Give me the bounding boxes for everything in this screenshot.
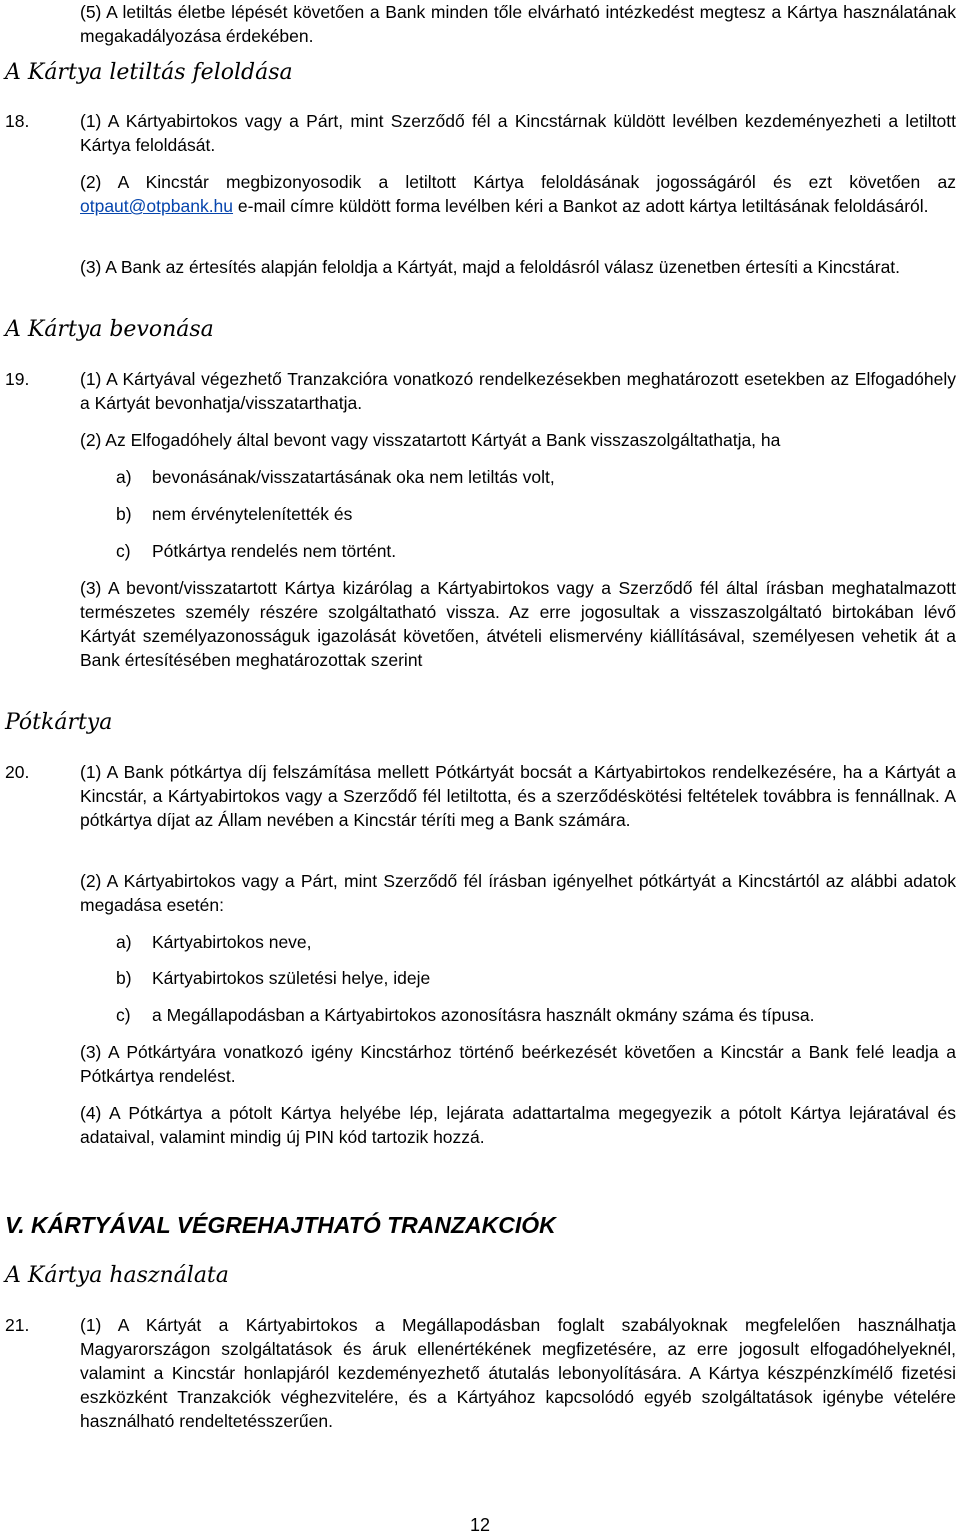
list-marker: a) xyxy=(116,467,132,487)
paragraph-20-2: (2) A Kártyabirtokos vagy a Párt, mint Szerződő fél írásban igényelhet pótkártyát a Kincstártól az alábbi adatok megadása esetén: xyxy=(80,871,956,915)
paragraph-19-1: (1) A Kártyával végezhető Tranzakcióra vonatkozó rendelkezésekben meghatározott esetekben az Elfogadóhely a Kártyát bevonhatja/visszatarthatja. xyxy=(80,369,956,413)
paragraph-21-1: (1) A Kártyát a Kártyabirtokos a Megállapodásban foglalt szabályoknak megfelelően használhatja Magyarországon szolgáltatások és áruk ellenértékének megfizetésére, az erre jogosult elfogadóhelyeknél, valamint a Kincstár honlapjáról kezdeményezhető átutalás lebonyolítására. A Kártya készpénzkímélő fizetési eszközként Tranzakciók véghezvitelére, és a Kártyához kapcsolódó egyéb szolgáltatások igénybe vételére használható rendeltetésszerűen. xyxy=(80,1315,956,1431)
paragraph-18-2 xyxy=(80,170,956,218)
paragraph-20-4: (4) A Pótkártya a pótolt Kártya helyébe lép, lejárata adattartalma megegyezik a pótolt Kártya lejáratával és adataival, valamint mindig új PIN kód tartozik hozzá. xyxy=(80,1103,956,1147)
list-text: Kártyabirtokos születési helye, ideje xyxy=(152,968,431,988)
section-number-20: 20. xyxy=(5,762,30,782)
list-item xyxy=(116,539,956,563)
paragraph-18-1: (1) A Kártyabirtokos vagy a Párt, mint Szerződő fél a Kincstárnak küldött levélben kezdeményezheti a letiltott Kártya feloldását. xyxy=(80,111,956,155)
paragraph-18-2-text-after: e-mail címre küldött forma levélben kéri a Bankot az adott kártya letiltásának feloldásáról. xyxy=(237,196,929,216)
list-item xyxy=(116,502,956,526)
list-text: a Megállapodásban a Kártyabirtokos azonosításra használt okmány száma és típusa. xyxy=(152,1005,815,1025)
page-number: 12 xyxy=(469,1515,491,1535)
list-marker: c) xyxy=(116,541,131,561)
list-text: Pótkártya rendelés nem történt. xyxy=(152,541,397,561)
section-number-19: 19. xyxy=(5,369,30,389)
list-marker: b) xyxy=(116,504,132,524)
paragraph-18-3: (3) A Bank az értesítés alapján feloldja a Kártyát, majd a feloldásról válasz üzenetben értesíti a Kincstárat. xyxy=(80,257,901,277)
section-number-18: 18. xyxy=(5,111,30,131)
paragraph-17-5: (5) A letiltás életbe lépését követően a Bank minden tőle elvárható intézkedést megtesz a Kártya használatának megakadályozása érdekében. xyxy=(80,2,956,46)
section-number-21: 21. xyxy=(5,1315,30,1335)
email-link[interactable]: otpaut@otpbank.hu xyxy=(80,196,234,216)
paragraph-20-3: (3) A Pótkártyára vonatkozó igény Kincstárhoz történő beérkezését követően a Kincstár a Bank felé leadja a Pótkártya rendelést. xyxy=(80,1042,956,1086)
list-text: nem érvénytelenítették és xyxy=(152,504,353,524)
section-heading-potkartya: Pótkártya xyxy=(5,710,113,735)
paragraph-19-3: (3) A bevont/visszatartott Kártya kizárólag a Kártyabirtokos vagy a Szerződő fél által írásban meghatalmazott természetes személy részére szolgáltatható vissza. Az erre jogosultak a visszaszolgáltató birtokában lévő Kártyát személyazonosságuk igazolását követően, átvételi elismervény kiállításával, személyesen vehetik át a Bank értesítésében meghatározottak szerint xyxy=(80,578,956,670)
paragraph-18-2-text-before: (2) A Kincstár megbizonyosodik a letiltott Kártya feloldásának jogosságáról és ezt követően az xyxy=(80,172,956,192)
chapter-title: V. KÁRTYÁVAL VÉGREHAJTHATÓ TRANZAKCIÓK xyxy=(5,1212,556,1238)
list-marker: c) xyxy=(116,1005,131,1025)
list-item xyxy=(116,930,956,954)
list-item xyxy=(116,966,956,990)
paragraph-20-1: (1) A Bank pótkártya díj felszámítása mellett Pótkártyát bocsát a Kártyabirtokos rendelkezésére, ha a Kártyát a Kincstár, a Kártyabirtokos vagy a Szerződő fél letiltotta, és a szerződéskötési feltételek továbbra is fennállnak. A pótkártya díjat az Állam nevében a Kincstár téríti meg a Bank számára. xyxy=(80,762,956,830)
list-text: Kártyabirtokos neve, xyxy=(152,932,312,952)
section-heading-hasznalat: A Kártya használata xyxy=(5,1263,229,1288)
paragraph-19-2: (2) Az Elfogadóhely által bevont vagy visszatartott Kártyát a Bank visszaszolgáltathatja, ha xyxy=(80,430,781,450)
section-heading-feloldas: A Kártya letiltás feloldása xyxy=(5,60,293,85)
list-item xyxy=(116,465,956,489)
list-item xyxy=(116,1003,956,1027)
list-marker: a) xyxy=(116,932,132,952)
list-text: bevonásának/visszatartásának oka nem letiltás volt, xyxy=(152,467,555,487)
list-marker: b) xyxy=(116,968,132,988)
section-heading-bevonas: A Kártya bevonása xyxy=(5,317,214,342)
